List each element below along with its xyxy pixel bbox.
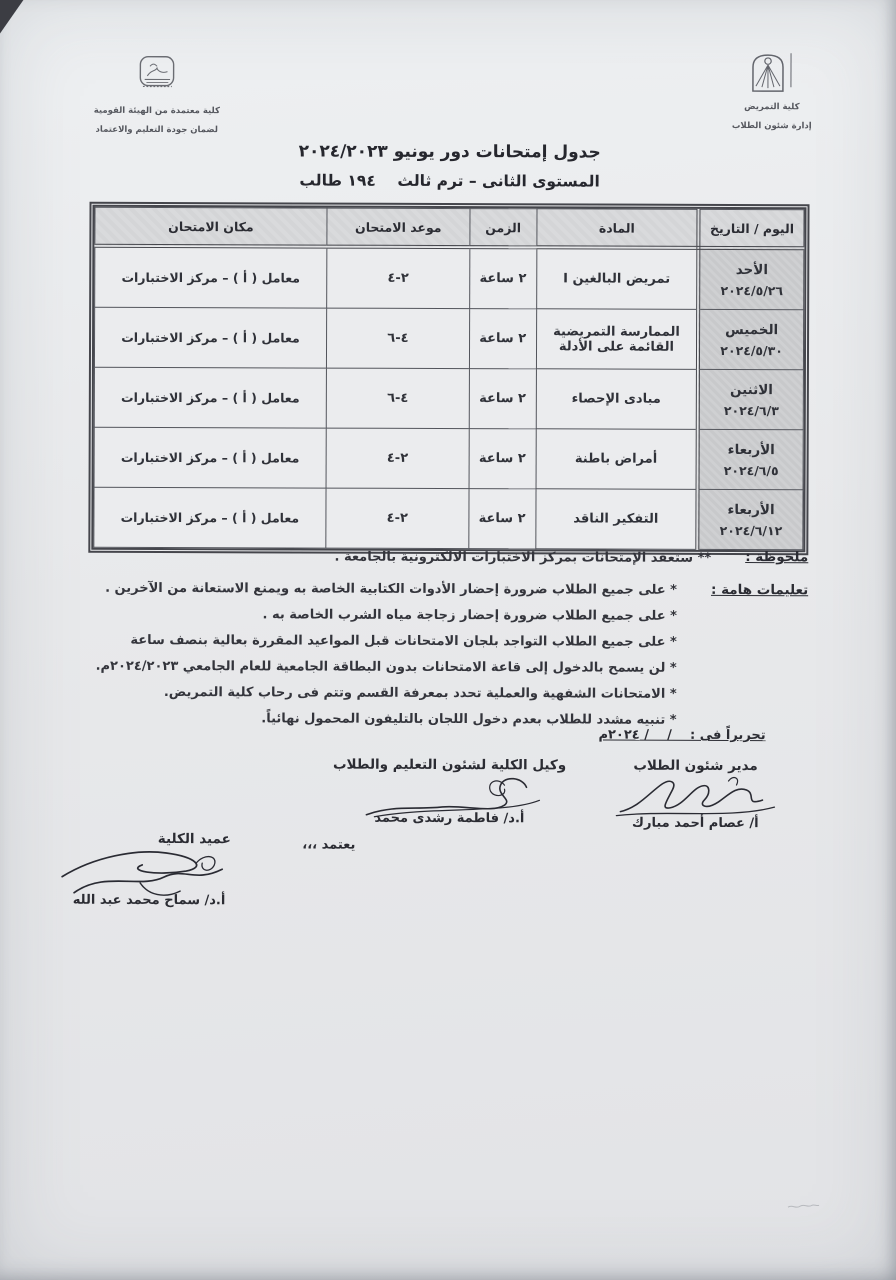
- note-text: ** ستعقد الإمتحانات بمركز الاختبارات الالكترونية بالجامعة .: [334, 549, 712, 566]
- instructions-label: تعليمات هامة :: [710, 581, 809, 599]
- cell-place: معامل ( أ ) – مركز الاختبارات: [94, 487, 326, 548]
- faculty-emblem-icon: [747, 51, 797, 93]
- col-header-day-date: اليوم / التاريخ: [699, 209, 804, 248]
- cell-place: معامل ( أ ) – مركز الاختبارات: [95, 246, 327, 308]
- page-subtitle: المستوى الثانى – ترم ثالث ١٩٤ طالب: [299, 171, 600, 191]
- cell-duration: ٢ ساعة: [469, 309, 536, 369]
- instructions-row: [30, 579, 809, 738]
- col-header-duration: الزمن: [470, 209, 537, 248]
- approval-text: يعتمد ،،،: [302, 837, 356, 853]
- cell-subject: تمريض البالغين I: [536, 247, 698, 309]
- notes-section: [30, 547, 809, 752]
- cell-slot: ٤-٦: [326, 368, 469, 428]
- cell-subject: أمراض باطنة: [536, 429, 698, 490]
- cell-place: معامل ( أ ) – مركز الاختبارات: [94, 367, 326, 428]
- cell-day-date: الأربعاء ٢٠٢٤/٦/٥: [698, 429, 804, 489]
- signature-name: أ.د/ فاطمة رشدى محمد: [374, 810, 525, 827]
- cell-day-date: الخميس ٢٠٢٤/٥/٣٠: [698, 309, 804, 369]
- signature-name: أ.د/ سماح محمد عبد الله: [72, 892, 226, 909]
- faculty-text-line2: إدارة شئون الطلاب: [731, 120, 812, 132]
- signature-vice-dean: [319, 757, 579, 827]
- cell-duration: ٢ ساعة: [469, 247, 536, 309]
- signature-dean: [29, 831, 269, 909]
- table-row: [95, 246, 804, 310]
- cell-place: معامل ( أ ) – مركز الاختبارات: [94, 427, 326, 488]
- cell-subject: الممارسة التمريضية القائمة على الأدلة: [536, 309, 698, 370]
- cell-subject: التفكير الناقد: [535, 489, 697, 550]
- signature-title: عميد الكلية: [157, 830, 231, 848]
- instruction-item: * تنبيه مشدد للطلاب بعدم دخول اللجان بالتليفون المحمول نهائياً.: [261, 711, 677, 728]
- signature-title: وكيل الكلية لشئون التعليم والطلاب: [332, 756, 567, 774]
- note-label: ملحوظة :: [745, 549, 809, 566]
- instruction-item: * على جميع الطلاب التواجد بلجان الامتحانات قبل المواعيد المقررة بعالية بنصف ساعة: [130, 632, 677, 650]
- cell-slot: ٤-٦: [326, 308, 469, 368]
- instruction-item: * لن يسمح بالدخول إلى قاعة الامتحانات بدون البطاقة الجامعية للعام الجامعي ٢٠٢٤/٢٠٢٣م.: [95, 658, 677, 676]
- cell-duration: ٢ ساعة: [469, 369, 536, 429]
- cell-slot: ٢-٤: [326, 428, 469, 488]
- page-title: جدول إمتحانات دور يونيو ٢٠٢٤/٢٠٢٣: [298, 141, 601, 163]
- faint-footer-mark: [786, 1201, 820, 1211]
- accreditation-text-line2: لضمان جودة التعليم والاعتماد: [95, 124, 219, 136]
- faculty-stamp: [702, 51, 842, 136]
- cell-slot: ٢-٤: [326, 488, 469, 548]
- table-row: [94, 487, 803, 549]
- accreditation-emblem-icon: [129, 55, 185, 97]
- table-row: [94, 427, 803, 489]
- signature-student-affairs-manager: [585, 757, 805, 831]
- cell-duration: ٢ ساعة: [469, 489, 536, 549]
- instruction-item: * على جميع الطلاب ضرورة إحضار الأدوات الكتابية الخاصة به ويمنع الاستعانة من الآخرين .: [105, 580, 678, 598]
- cell-duration: ٢ ساعة: [469, 429, 536, 489]
- cell-day-date: الأربعاء ٢٠٢٤/٦/١٢: [697, 489, 803, 549]
- table-row: [94, 307, 803, 369]
- instructions-list: [95, 580, 677, 738]
- col-header-place: مكان الامتحان: [95, 207, 327, 246]
- cell-place: معامل ( أ ) – مركز الاختبارات: [94, 307, 326, 368]
- instruction-item: * الامتحانات الشفهية والعملية تحدد بمعرفة القسم وتتم فى رحاب كلية التمريض.: [163, 684, 677, 702]
- col-header-slot: موعد الامتحان: [327, 208, 470, 247]
- note-row: [30, 547, 808, 570]
- faculty-text-line1: كلية التمريض: [744, 102, 800, 113]
- signature-name: أ/ عصام أحمد مبارك: [632, 815, 759, 832]
- accreditation-stamp: [93, 55, 221, 140]
- cell-subject: مبادى الإحصاء: [536, 369, 698, 430]
- signature-title: مدير شئون الطلاب: [633, 757, 758, 775]
- accreditation-text-line1: كلية معتمدة من الهيئة القومية: [93, 105, 220, 117]
- exam-schedule-table-frame: [88, 202, 809, 556]
- instruction-item: * على جميع الطلاب ضرورة إحضار زجاجة مياه الشرب الخاصة به .: [262, 607, 677, 624]
- issued-date-line: تحريراً فى : / / ٢٠٢٤م: [598, 727, 766, 744]
- exam-schedule-table: [93, 207, 804, 550]
- cell-day-date: الأحد ٢٠٢٤/٥/٢٦: [698, 248, 804, 310]
- table-row: [94, 367, 803, 429]
- col-header-subject: المادة: [536, 209, 698, 248]
- cell-day-date: الاثنين ٢٠٢٤/٦/٣: [698, 369, 804, 429]
- cell-slot: ٢-٤: [327, 247, 470, 309]
- table-header-row: [95, 207, 804, 248]
